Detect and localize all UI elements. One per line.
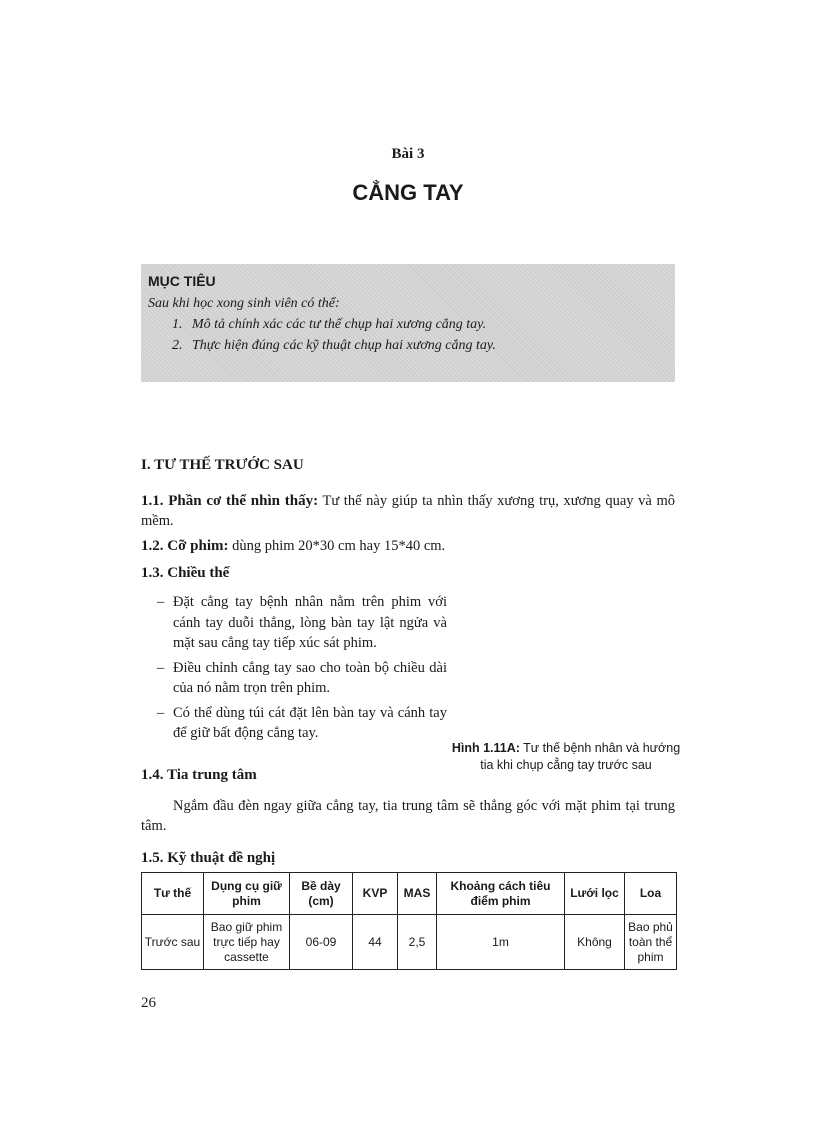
table-row bbox=[142, 915, 677, 970]
table-header-cell: KVP bbox=[353, 873, 398, 915]
figure-image bbox=[468, 575, 688, 735]
section-1-5 bbox=[141, 848, 675, 868]
list-item: – Có thể dùng túi cát đặt lên bàn tay và cánh tay để giữ bất động cẳng tay. bbox=[157, 704, 447, 741]
table-cell: 1m bbox=[437, 915, 565, 970]
table-header-cell: Tư thế bbox=[142, 873, 204, 915]
objective-item: 1. Mô tả chính xác các tư thế chụp hai xương cẳng tay. bbox=[172, 317, 487, 332]
objective-item: 2. Thực hiện đúng các kỹ thuật chụp hai xương cẳng tay. bbox=[172, 338, 496, 353]
positioning-list bbox=[157, 592, 447, 748]
table-header-cell: Lưới lọc bbox=[565, 873, 625, 915]
table-cell: 44 bbox=[353, 915, 398, 970]
table-header-cell: Bề dày (cm) bbox=[290, 873, 353, 915]
page-title: CẲNG TAY bbox=[352, 180, 464, 205]
figure-caption-text: Tư thế bệnh nhân và hướng tia khi chụp cẳng tay trước sau bbox=[480, 741, 681, 772]
section-1-4 bbox=[141, 765, 675, 785]
figure-caption-label: Hình 1.11A: bbox=[451, 741, 520, 755]
section-1-1 bbox=[141, 491, 675, 531]
table-header-cell: MAS bbox=[398, 873, 437, 915]
objectives-intro: Sau khi học xong sinh viên có thể: bbox=[148, 296, 340, 311]
section-1-2 bbox=[141, 536, 675, 556]
section-1-4-label: 1.4. Tia trung tâm bbox=[141, 767, 257, 783]
page-number: 26 bbox=[141, 995, 156, 1011]
section-1-5-label: 1.5. Kỹ thuật đề nghị bbox=[141, 850, 276, 866]
objectives-list bbox=[148, 317, 667, 354]
table-cell: Bao phủ toàn thể phim bbox=[625, 915, 677, 970]
objectives-heading: MỤC TIÊU bbox=[148, 273, 216, 289]
objectives-box bbox=[141, 264, 675, 382]
section-1-3-label: 1.3. Chiều thế bbox=[141, 565, 230, 581]
section-1-1-text: Tư thế này giúp ta nhìn thấy xương trụ, xương quay và mô mềm. bbox=[141, 493, 675, 529]
section-1-2-label: 1.2. Cỡ phim: bbox=[141, 538, 229, 554]
section-1-1-label: 1.1. Phần cơ thể nhìn thấy: bbox=[141, 493, 319, 509]
table-cell: 06-09 bbox=[290, 915, 353, 970]
table-header-row bbox=[142, 873, 677, 915]
section-1-4-text: Ngắm đầu đèn ngay giữa cẳng tay, tia trung tâm sẽ thẳng góc với mặt phim tại trung tâm. bbox=[141, 798, 675, 834]
table-cell: 2,5 bbox=[398, 915, 437, 970]
table-cell: Không bbox=[565, 915, 625, 970]
lesson-label: Bài 3 bbox=[391, 146, 425, 162]
list-item: – Điều chỉnh cẳng tay sao cho toàn bộ chiều dài của nó nằm trọn trên phim. bbox=[157, 659, 447, 696]
table-header-cell: Dụng cụ giữ phim bbox=[204, 873, 290, 915]
table-header-cell: Khoảng cách tiêu điểm phim bbox=[437, 873, 565, 915]
list-item: – Đặt cẳng tay bệnh nhân nằm trên phim với cánh tay duỗi thẳng, lòng bàn tay lật ngửa và mặt sau cẳng tay tiếp xúc sát phim. bbox=[157, 594, 447, 651]
table-header-cell: Loa bbox=[625, 873, 677, 915]
technique-table bbox=[141, 872, 677, 970]
table-cell: Trước sau bbox=[142, 915, 204, 970]
section-1-2-text: dùng phim 20*30 cm hay 15*40 cm. bbox=[228, 538, 446, 554]
table-cell: Bao giữ phim trực tiếp hay cassette bbox=[204, 915, 290, 970]
section-heading: I. TƯ THẾ TRƯỚC SAU bbox=[141, 457, 304, 473]
